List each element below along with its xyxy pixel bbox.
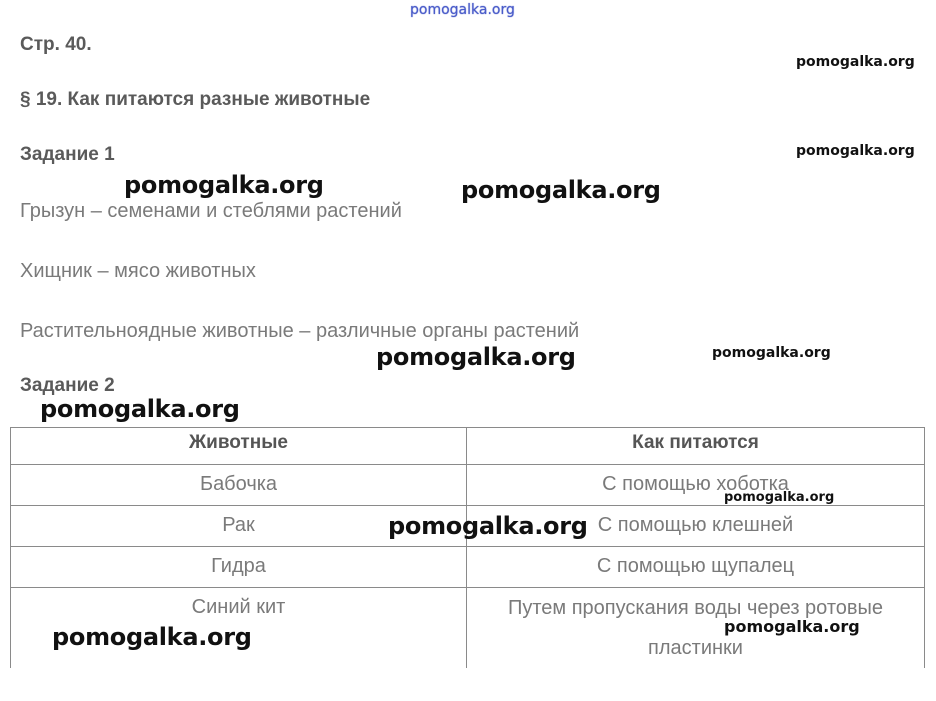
watermark: pomogalka.org [388,512,588,540]
watermark: pomogalka.org [796,143,915,159]
section-title: § 19. Как питаются разные животные [20,89,371,110]
watermark: pomogalka.org [376,343,576,371]
animal-cell: Синий кит [11,588,467,669]
watermark: pomogalka.org [461,176,661,204]
feeding-cell: С помощью клешней [467,506,925,547]
task1-line: Растительноядные животные – различные органы растений [20,320,580,342]
table-row [11,547,925,588]
task1-line: Грызун – семенами и стеблями растений [20,200,402,222]
watermark: pomogalka.org [52,623,252,651]
feeding-cell: Путем пропускания воды через ротовые пластинки [467,588,925,669]
animal-cell: Бабочка [11,465,467,506]
column-header-feeding: Как питаются [467,428,925,465]
watermark: pomogalka.org [40,395,240,423]
watermark: pomogalka.org [796,54,915,70]
task2-title: Задание 2 [20,375,115,396]
watermark: pomogalka.org [124,171,324,199]
animal-cell: Рак [11,506,467,547]
animal-cell: Гидра [11,547,467,588]
page-reference: Стр. 40. [20,34,92,55]
feeding-cell: С помощью щупалец [467,547,925,588]
watermark: pomogalka.org [724,617,860,636]
column-header-animals: Животные [11,428,467,465]
watermark: pomogalka.org [712,345,831,361]
table-header-row [11,428,925,465]
watermark-top: pomogalka.org [410,2,515,18]
feeding-cell: С помощью хоботка [467,465,925,506]
task1-title: Задание 1 [20,144,115,165]
watermark: pomogalka.org [724,490,835,505]
task1-line: Хищник – мясо животных [20,260,256,282]
